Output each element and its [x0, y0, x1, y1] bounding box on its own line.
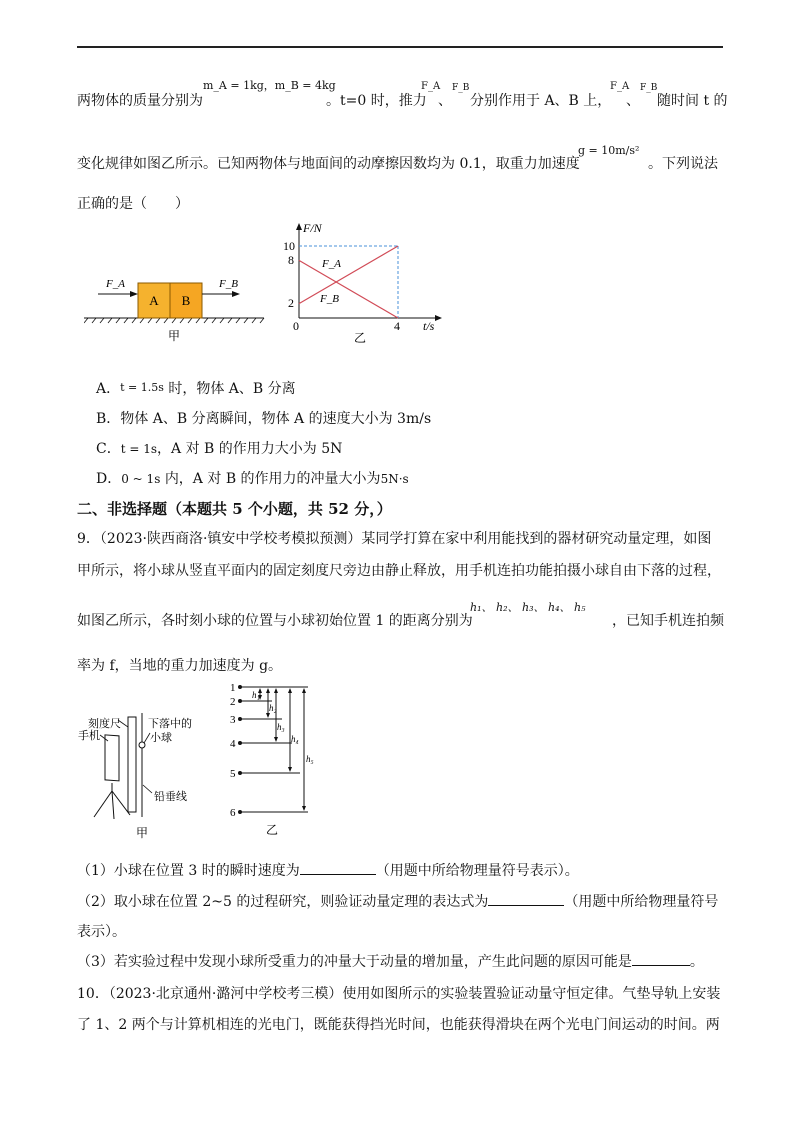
q8-line2-b: 。下列说法 — [648, 156, 718, 172]
pos-2: 2 — [230, 696, 236, 708]
q9-line3: 如图乙所示，各时刻小球的位置与小球初始位置 1 的距离分别为 — [77, 613, 473, 629]
header-rule — [77, 46, 723, 48]
q9-part1: （1）小球在位置 3 时的瞬时速度为 （用题中所给物理量符号表示）。 — [77, 863, 579, 879]
q8-line1-b: 。t=0 时，推力 — [326, 93, 427, 109]
force-fb-symbol-2: F_B — [640, 83, 658, 93]
option-d: D．0 ~ 1s 内，A 对 B 的作用力的冲量大小为5N·s — [96, 471, 409, 487]
label-h5: h₅ — [306, 754, 314, 764]
phone-device — [105, 735, 119, 781]
tick-y-10: 10 — [283, 239, 295, 253]
block-b-label: B — [181, 293, 191, 308]
label-h1: h₁ — [252, 690, 260, 700]
h-symbols: h₁、 h₂、 h₃、 h₄、 h₅ — [470, 601, 586, 614]
label-h4: h₄ — [291, 734, 299, 744]
label-phone: 手机 — [78, 730, 100, 742]
line-fb — [299, 246, 398, 304]
q8-line1-c: 分别作用于 A、B 上， — [470, 93, 612, 109]
pos-6: 6 — [230, 807, 236, 819]
line-fa-label: F_A — [322, 258, 341, 270]
answer-blank-3[interactable] — [632, 965, 690, 966]
label-ball-2: 小球 — [150, 732, 172, 744]
label-h3: h₃ — [277, 722, 285, 732]
tick-x-4: 4 — [394, 319, 400, 333]
separator-2: 、 — [626, 93, 640, 109]
label-ruler: 刻度尺 — [88, 718, 121, 730]
q9-part2: （2）取小球在位置 2~5 的过程研究，则验证动量定理的表达式为 （用题中所给物理量符号 — [77, 894, 719, 910]
label-h2: h₂ — [269, 703, 277, 713]
q8-line2: 变化规律如图乙所示。已知两物体与地面间的动摩擦因数均为 0.1，取重力加速度 — [77, 156, 580, 172]
q8-line1-d: 随时间 t 的 — [657, 93, 728, 109]
q9-line1: 9．（2023·陕西商洛·镇安中学校考模拟预测）某同学打算在家中利用能找到的器材研究动量定理，如图 — [77, 531, 712, 547]
arrow-fa-label: F_A — [106, 278, 125, 290]
pos-1: 1 — [230, 682, 236, 694]
option-c: C．t = 1s，A 对 B 的作用力大小为 5N — [96, 441, 343, 457]
pos-4: 4 — [230, 738, 236, 750]
pos-3: 3 — [230, 714, 236, 726]
option-a: A．t = 1.5s 时，物体 A、B 分离 — [96, 381, 296, 397]
tick-y-8: 8 — [288, 253, 294, 267]
x-axis-label: t/s — [423, 319, 435, 333]
gravity-value: g = 10m/s² — [578, 144, 640, 157]
label-plumb: 铅垂线 — [154, 791, 187, 803]
tick-x-0: 0 — [293, 319, 299, 333]
answer-blank-1[interactable] — [300, 874, 376, 875]
y-axis-label: F/N — [303, 221, 322, 235]
q10-line1: 10．（2023·北京通州·潞河中学校考三模）使用如图所示的实验装置验证动量守恒定律。气垫导轨上安装 — [77, 986, 721, 1002]
q10-line2: 了 1、2 两个与计算机相连的光电门，既能获得挡光时间，也能获得滑块在两个光电门间运动的时间。两 — [77, 1017, 720, 1033]
block-a-label: A — [149, 293, 159, 308]
section-heading: 二、非选择题（本题共 5 个小题，共 52 分，） — [77, 500, 392, 518]
caption-yi2: 乙 — [266, 823, 279, 837]
q8-line1: 两物体的质量分别为 — [77, 93, 203, 109]
answer-blank-2[interactable] — [488, 905, 564, 906]
line-fa — [299, 260, 398, 318]
figure-setup — [78, 705, 208, 840]
mass-values: m_A = 1kg，m_B = 4kg — [203, 79, 336, 92]
q9-part2-cont: 表示）。 — [77, 924, 126, 940]
figure-positions — [228, 678, 328, 838]
figure-blocks — [84, 270, 274, 345]
q8-line3: 正确的是（ ） — [77, 196, 189, 212]
q9-part3: （3）若实验过程中发现小球所受重力的冲量大于动量的增加量，产生此问题的原因可能是 。 — [77, 954, 704, 970]
caption-jia: 甲 — [167, 329, 181, 343]
separator: 、 — [438, 93, 452, 109]
caption-jia2: 甲 — [136, 826, 149, 840]
label-ball-1: 下落中的 — [148, 718, 192, 730]
caption-yi: 乙 — [353, 331, 367, 345]
force-fa-symbol: F_A — [421, 81, 441, 92]
q9-line2: 甲所示，将小球从竖直平面内的固定刻度尺旁边由静止释放，用手机连拍功能拍摄小球自由下落的过程， — [77, 563, 721, 579]
figure-force-graph — [280, 220, 460, 350]
pos-5: 5 — [230, 768, 236, 780]
option-b: B．物体 A、B 分离瞬间，物体 A 的速度大小为 3m/s — [96, 411, 432, 427]
q9-line3-b: ，已知手机连拍频 — [612, 613, 724, 629]
line-fb-label: F_B — [320, 293, 339, 305]
arrow-fb-label: F_B — [219, 278, 238, 290]
q9-line4: 率为 f，当地的重力加速度为 g。 — [77, 658, 283, 674]
ruler — [128, 717, 136, 812]
force-fb-symbol: F_B — [452, 83, 470, 93]
force-fa-symbol-2: F_A — [610, 81, 630, 92]
tick-y-2: 2 — [288, 296, 294, 310]
